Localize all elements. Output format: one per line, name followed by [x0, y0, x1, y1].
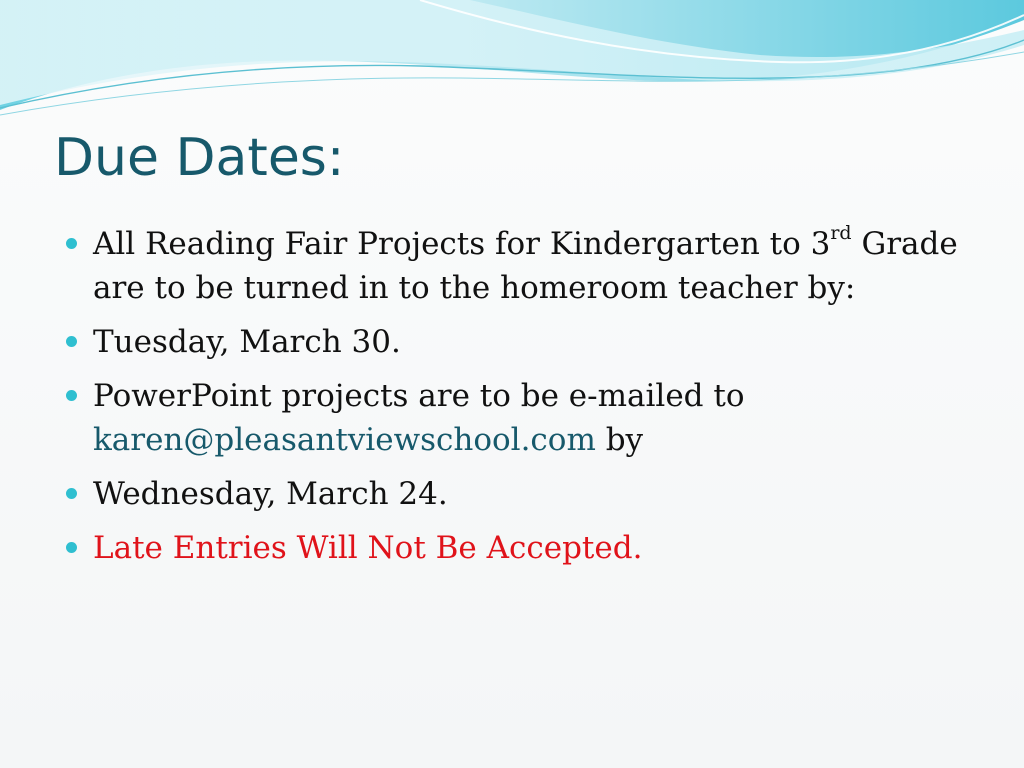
decorative-wave-banner — [0, 0, 1024, 130]
bullet-text-projects-end: Grade are to be turned in to the homeroom teacher by: — [93, 226, 958, 306]
bullet-dot-icon — [66, 238, 77, 249]
bullet-text-powerpoint: PowerPoint projects are to be e-mailed to — [93, 378, 745, 414]
bullet-dot-icon — [66, 542, 77, 553]
bullet-dot-icon — [66, 390, 77, 401]
bullet-item-late-entries — [66, 526, 966, 570]
slide-title: Due Dates: — [54, 128, 345, 188]
bullet-item-powerpoint — [66, 374, 966, 462]
ordinal-suffix: rd — [830, 221, 852, 244]
bullet-text-projects-start: All Reading Fair Projects for Kindergarten to 3 — [93, 226, 831, 262]
late-entries-warning: Late Entries Will Not Be Accepted. — [93, 530, 643, 566]
bullet-text-powerpoint-by: by — [595, 422, 644, 458]
bullet-text-wednesday-date: Wednesday, March 24. — [93, 476, 448, 512]
bullet-item-wednesday-date — [66, 472, 966, 516]
bullet-list — [66, 222, 966, 580]
bullet-item-tuesday-date — [66, 320, 966, 364]
bullet-dot-icon — [66, 488, 77, 499]
bullet-dot-icon — [66, 336, 77, 347]
bullet-text-tuesday-date: Tuesday, March 30. — [93, 324, 401, 360]
bullet-item-projects — [66, 222, 966, 310]
email-link[interactable]: karen@pleasantviewschool.com — [93, 422, 596, 458]
